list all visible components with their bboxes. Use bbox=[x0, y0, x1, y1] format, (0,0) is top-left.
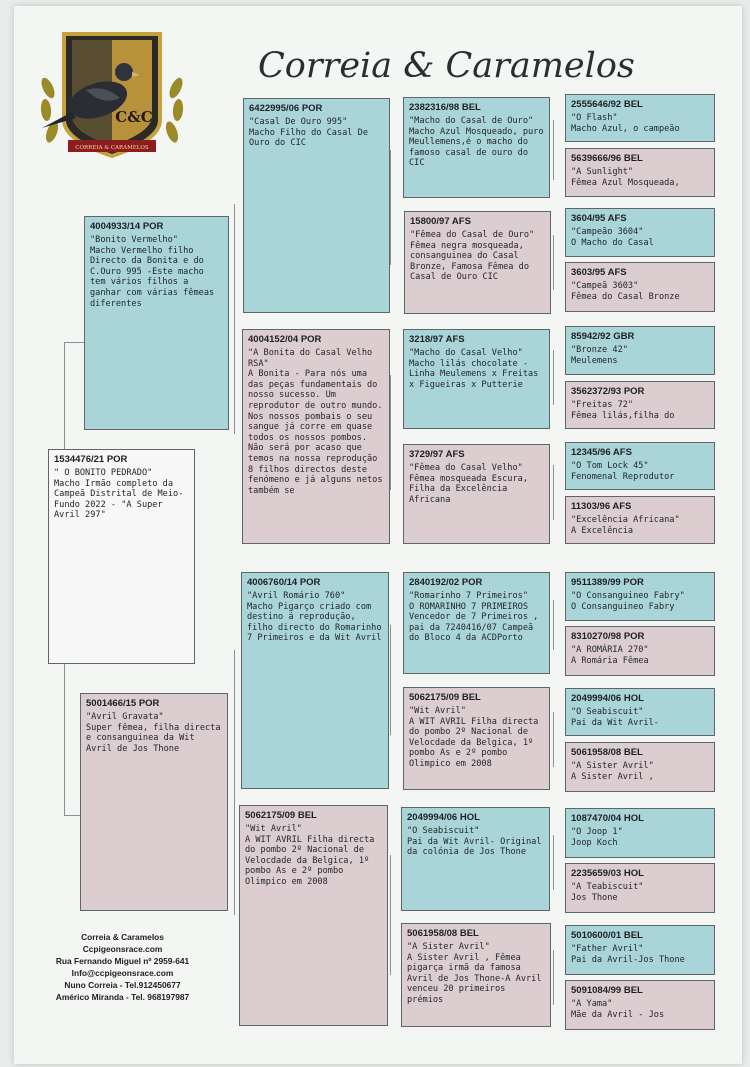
ring-number: 5091084/99 BEL bbox=[571, 985, 643, 996]
pigeon-description: "Campeão 3604" O Macho do Casal bbox=[571, 227, 654, 248]
ring-number: 2049994/06 HOL bbox=[571, 693, 644, 704]
pedigree-card-gen5 bbox=[565, 808, 715, 858]
contact-phone-americo: Américo Miranda - Tel. 968197987 bbox=[55, 991, 190, 1002]
connector-line bbox=[553, 120, 554, 180]
connector-line bbox=[390, 625, 391, 735]
connector-line bbox=[553, 235, 554, 290]
contact-phone-nuno: Nuno Correia - Tel.912450677 bbox=[64, 979, 181, 990]
contact-block bbox=[40, 932, 205, 1003]
pedigree-card-gen5 bbox=[565, 626, 715, 676]
pedigree-card-gen5 bbox=[565, 94, 715, 142]
pedigree-card-gen5 bbox=[565, 148, 715, 197]
pigeon-description: "O Seabiscuit" Pai da Wit Avril- Original da colónia de Jos Thone bbox=[407, 826, 542, 858]
connector-line bbox=[553, 465, 554, 520]
pedigree-card-gen4 bbox=[403, 444, 550, 544]
ring-number: 3218/97 AFS bbox=[409, 334, 465, 345]
ring-number: 15800/97 AFS bbox=[410, 216, 471, 227]
connector-line bbox=[553, 950, 554, 1005]
pedigree-card-gen4 bbox=[403, 572, 550, 674]
logo-monogram: C&C bbox=[115, 108, 153, 126]
ring-number: 5001466/15 POR bbox=[86, 698, 160, 709]
pedigree-card-gen5 bbox=[565, 980, 715, 1030]
ring-number: 4006760/14 POR bbox=[247, 577, 321, 588]
pigeon-description: "O Joop 1" Joop Koch bbox=[571, 827, 623, 848]
pigeon-description: "O Tom Lock 45" Fenomenal Reprodutor bbox=[571, 461, 675, 482]
pigeon-description: "A Bonita do Casal Velho RSA" A Bonita - Para nós uma das peças fundamentais do nosso sucesso. Um reprodutor de outro mundo. Nos nossos pombais o seu sangue já corre em quase todos os nossos pombos. Não será por acaso que temos na nossa reprodução 8 filhos directos deste fenómeno e já alguns netos também se bbox=[248, 348, 383, 496]
ring-number: 2049994/06 HOL bbox=[407, 812, 480, 823]
ring-number: 3604/95 AFS bbox=[571, 213, 627, 224]
pedigree-card-subject bbox=[48, 449, 195, 664]
ring-number: 4004152/04 POR bbox=[248, 334, 322, 345]
pedigree-card-gen5 bbox=[565, 381, 715, 429]
pedigree-card-gen4 bbox=[401, 923, 551, 1027]
pigeon-description: "A Yama" Mãe da Avril - Jos bbox=[571, 999, 665, 1020]
ring-number: 1534476/21 POR bbox=[54, 454, 128, 465]
logo-ribbon-text: CORREIA & CARAMELOS bbox=[75, 145, 149, 151]
pigeon-description: "Macho do Casal de Ouro" Macho Azul Mosqueado, puro Meullemens,é o macho do famoso casal de ouro do CIC bbox=[409, 116, 544, 169]
pigeon-description: "A Sunlight" Fêmea Azul Mosqueada, bbox=[571, 167, 680, 188]
ring-number: 5639666/96 BEL bbox=[571, 153, 643, 164]
pigeon-description: "A Teabiscuit" Jos Thone bbox=[571, 882, 644, 903]
ring-number: 9511389/99 POR bbox=[571, 577, 644, 588]
connector-line bbox=[390, 150, 391, 265]
pedigree-card-dam-dam bbox=[239, 805, 388, 1026]
pigeon-description: "A Sister Avril" A Sister Avril , Fêmea pigarça irmã da famosa Avril de Jos Thone-A Avril venceu 20 primeiros prémios bbox=[407, 942, 542, 1005]
connector-line bbox=[390, 855, 391, 975]
ring-number: 5061958/08 BEL bbox=[571, 747, 643, 758]
pigeon-description: "O Seabiscuit" Pai da Wit Avril- bbox=[571, 707, 659, 728]
ring-number: 2555646/92 BEL bbox=[571, 99, 643, 110]
pedigree-card-gen4 bbox=[403, 329, 550, 429]
pedigree-card-gen4 bbox=[403, 97, 550, 198]
connector-line bbox=[64, 342, 84, 343]
contact-address: Rua Fernando Miguel nº 2959-641 bbox=[55, 955, 190, 966]
pedigree-card-gen5 bbox=[565, 572, 715, 621]
connector-line bbox=[553, 835, 554, 890]
pigeon-description: "Excelência Africana" A Excelência bbox=[571, 515, 680, 536]
ring-number: 3603/95 AFS bbox=[571, 267, 627, 278]
pedigree-card-sire-dam bbox=[242, 329, 390, 544]
page-title: Correia & Caramelos bbox=[258, 46, 635, 86]
connector-line bbox=[553, 712, 554, 767]
pigeon-description: "Macho do Casal Velho" Macho lilás chocolate - Linha Meulemens x Freitas x Figueiras x Putterie bbox=[409, 348, 539, 390]
pigeon-description: "Fêmea do Casal Velho" Fêmea mosqueada Escura, Filha da Excelência Africana bbox=[409, 463, 528, 505]
ring-number: 5061958/08 BEL bbox=[407, 928, 479, 939]
contact-email: Info@ccpigeonsrace.com bbox=[71, 967, 174, 978]
pedigree-card-gen4 bbox=[404, 211, 551, 314]
ring-number: 5062175/09 BEL bbox=[245, 810, 317, 821]
pigeon-description: "Wit Avril" A WIT AVRIL Filha directa do pombo 2º Nacional de Velocdade da Belgica, 1º pombo As e 2º pombo Olimpico em 2008 bbox=[409, 706, 539, 769]
pedigree-card-gen5 bbox=[565, 688, 715, 736]
connector-line bbox=[390, 375, 391, 490]
ring-number: 11303/96 AFS bbox=[571, 501, 632, 512]
contact-website: Ccpigeonsrace.com bbox=[82, 943, 163, 954]
pedigree-card-gen5 bbox=[565, 442, 715, 490]
connector-line bbox=[64, 342, 65, 449]
ring-number: 2382316/98 BEL bbox=[409, 102, 481, 113]
ring-number: 4004933/14 POR bbox=[90, 221, 164, 232]
pigeon-description: "O Flash" Macho Azul, o campeão bbox=[571, 113, 680, 134]
pigeon-description: "A Sister Avril" A Sister Avril , bbox=[571, 761, 654, 782]
pigeon-description: "Bronze 42" Meulemens bbox=[571, 345, 628, 366]
ring-number: 6422995/06 POR bbox=[249, 103, 323, 114]
pigeon-description: "Avril Romário 760" Macho Pigarço criado com destino á reprodução, filho directo do Romarinho 7 Primeiros e da Wit Avril bbox=[247, 591, 382, 644]
pedigree-card-gen5 bbox=[565, 496, 715, 544]
pigeon-description: "Freitas 72" Fêmea lilás,filha do bbox=[571, 400, 675, 421]
pigeon-description: "Bonito Vermelho" Macho Vermelho filho Directo da Bonita e do C.Ouro 995 -Este macho tem vários filhos a ganhar com várias fêmeas diferentes bbox=[90, 235, 215, 309]
connector-line bbox=[553, 600, 554, 650]
pedigree-card-gen5 bbox=[565, 863, 715, 913]
pigeon-description: "Avril Gravata" Super fêmea, filha directa e consanguinea da Wit Avril de Jos Thone bbox=[86, 712, 221, 754]
pedigree-card-dam bbox=[80, 693, 228, 911]
pedigree-card-sire-sire bbox=[243, 98, 390, 313]
ring-number: 5062175/09 BEL bbox=[409, 692, 481, 703]
pigeon-description: "A ROMÁRIA 270" A Romária Fêmea bbox=[571, 645, 649, 666]
pedigree-card-gen5 bbox=[565, 262, 715, 312]
pigeon-description: "Father Avril" Pai da Avril-Jos Thone bbox=[571, 944, 685, 965]
ring-number: 12345/96 AFS bbox=[571, 447, 632, 458]
pigeon-description: "Casal De Ouro 995" Macho Filho do Casal De Ouro do CIC bbox=[249, 117, 368, 149]
pedigree-card-sire bbox=[84, 216, 229, 430]
ring-number: 2235659/03 HOL bbox=[571, 868, 644, 879]
ring-number: 3562372/93 POR bbox=[571, 386, 645, 397]
pedigree-card-gen5 bbox=[565, 326, 715, 375]
pigeon-description: " O BONITO PEDRADO" Macho Irmão completo da Campeã Distrital de Meio- Fundo 2022 - "A Super Avril 297" bbox=[54, 468, 184, 521]
pedigree-card-gen5 bbox=[565, 925, 715, 975]
connector-line bbox=[234, 204, 235, 434]
ring-number: 8310270/98 POR bbox=[571, 631, 645, 642]
pedigree-card-gen4 bbox=[401, 807, 550, 911]
pedigree-card-gen5 bbox=[565, 208, 715, 257]
ring-number: 1087470/04 HOL bbox=[571, 813, 644, 824]
pedigree-card-dam-sire bbox=[241, 572, 389, 789]
ring-number: 5010600/01 BEL bbox=[571, 930, 643, 941]
pigeon-description: "Romarinho 7 Primeiros" O ROMARINHO 7 PRIMEIROS Vencedor de 7 Primeiros , pai da 7240416/07 Campeã do Bloco 4 da ACDPorto bbox=[409, 591, 539, 644]
connector-line bbox=[64, 815, 80, 816]
ring-number: 3729/97 AFS bbox=[409, 449, 465, 460]
pigeon-description: "O Consanguineo Fabry" O Consanguineo Fabry bbox=[571, 591, 685, 612]
connector-line bbox=[234, 650, 235, 915]
contact-company: Correia & Caramelos bbox=[81, 932, 164, 942]
cc-logo-emblem bbox=[38, 28, 186, 164]
pedigree-card-gen4 bbox=[403, 687, 550, 790]
ring-number: 85942/92 GBR bbox=[571, 331, 635, 342]
pigeon-description: "Campeã 3603" Fêmea do Casal Bronze bbox=[571, 281, 680, 302]
ring-number: 2840192/02 POR bbox=[409, 577, 483, 588]
connector-line bbox=[64, 664, 65, 816]
connector-line bbox=[553, 350, 554, 405]
pigeon-description: "Wit Avril" A WIT AVRIL Filha directa do pombo 2º Nacional de Velocdade da Belgica, 1º pombo As e 2º pombo Olimpico em 2008 bbox=[245, 824, 375, 887]
pedigree-card-gen5 bbox=[565, 742, 715, 792]
pigeon-description: "Fêmea do Casal de Ouro" Fêmea negra mosqueada, consanguinea do Casal Bronze, Famosa Fêmea do Casal de Ouro CIC bbox=[410, 230, 535, 283]
